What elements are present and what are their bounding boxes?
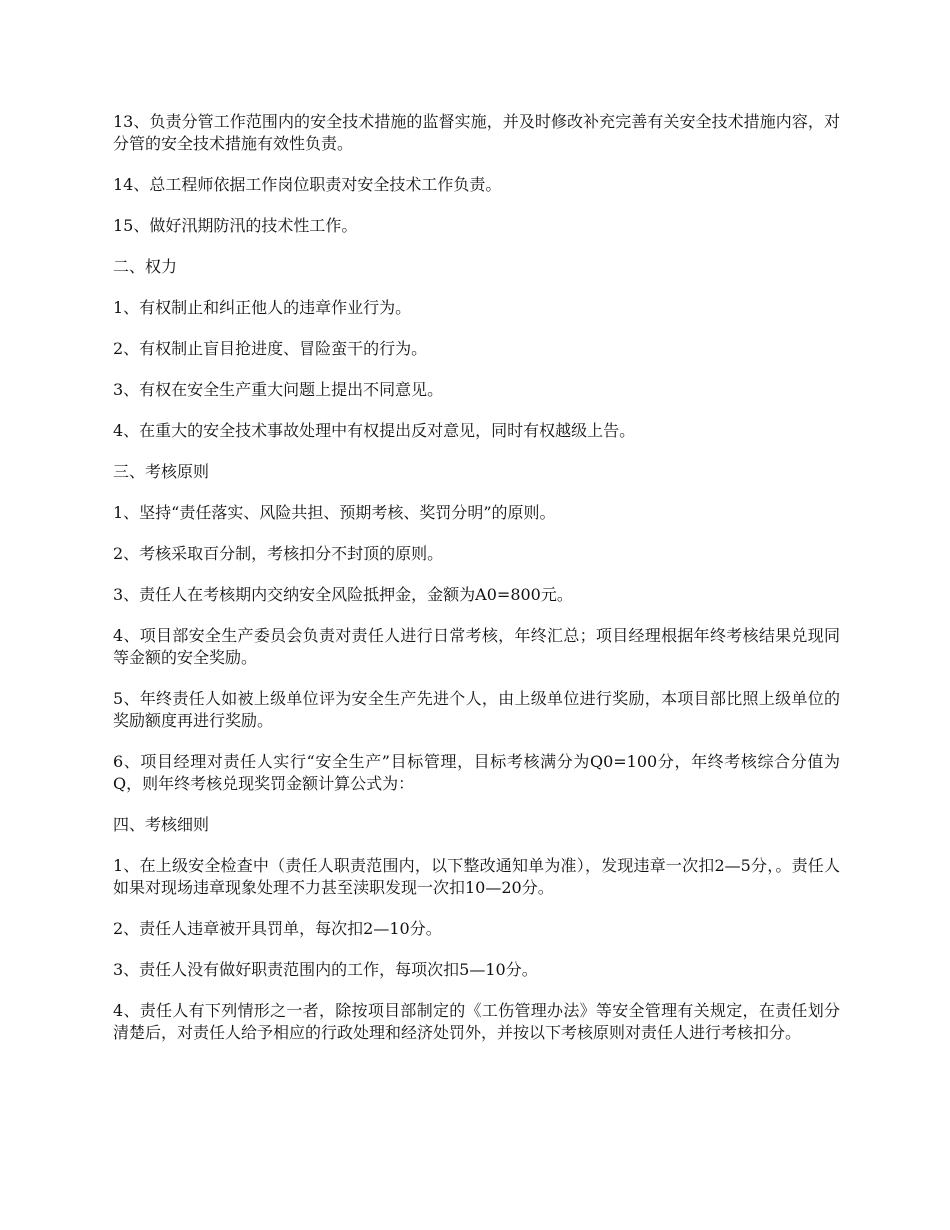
paragraph-power-3: 3、有权在安全生产重大问题上提出不同意见。 [113,380,444,399]
paragraph-duty-15: 15、做好汛期防汛的技术性工作。 [113,216,358,235]
document-body [113,111,840,1063]
paragraph-principle-6: 6、项目经理对责任人实行“安全生产”目标管理，目标考核满分为Q0=100分，年终考核综合分值为Q，则年终考核兑现奖罚金额计算公式为： [113,752,840,793]
paragraph-rule-3: 3、责任人没有做好职责范围内的工作，每项次扣5—10分。 [113,960,538,979]
paragraph-rule-2: 2、责任人违章被开具罚单，每次扣2—10分。 [113,919,442,938]
paragraph-principle-3: 3、责任人在考核期内交纳安全风险抵押金，金额为A0=800元。 [113,585,573,604]
section-heading-powers: 二、权力 [113,257,178,276]
paragraph-rule-1: 1、在上级安全检查中（责任人职责范围内，以下整改通知单为准），发现违章一次扣2—5分，。责任人如果对现场违章现象处理不力甚至渎职发现一次扣10—20分。 [113,856,840,897]
paragraph-power-4: 4、在重大的安全技术事故处理中有权提出反对意见，同时有权越级上告。 [113,421,636,440]
paragraph-power-2: 2、有权制止盲目抢进度、冒险蛮干的行为。 [113,339,428,358]
paragraph-principle-4: 4、项目部安全生产委员会负责对责任人进行日常考核，年终汇总；项目经理根据年终考核结果兑现同等金额的安全奖励。 [113,626,840,667]
paragraph-duty-13: 13、负责分管工作范围内的安全技术措施的监督实施，并及时修改补充完善有关安全技术措施内容，对分管的安全技术措施有效性负责。 [113,112,840,153]
section-heading-assessment-rules: 四、考核细则 [113,815,210,834]
section-heading-assessment-principles: 三、考核原则 [113,462,210,481]
paragraph-duty-14: 14、总工程师依据工作岗位职责对安全技术工作负责。 [113,175,502,194]
paragraph-principle-2: 2、考核采取百分制，考核扣分不封顶的原则。 [113,544,444,563]
paragraph-rule-4: 4、责任人有下列情形之一者，除按项目部制定的《工伤管理办法》等安全管理有关规定，在责任划分清楚后，对责任人给予相应的行政处理和经济处罚外，并按以下考核原则对责任人进行考核扣分。 [113,1001,840,1042]
paragraph-power-1: 1、有权制止和纠正他人的违章作业行为。 [113,298,412,317]
paragraph-principle-5: 5、年终责任人如被上级单位评为安全生产先进个人，由上级单位进行奖励，本项目部比照上级单位的奖励额度再进行奖励。 [113,689,840,730]
paragraph-principle-1: 1、坚持“责任落实、风险共担、预期考核、奖罚分明”的原则。 [113,503,556,522]
